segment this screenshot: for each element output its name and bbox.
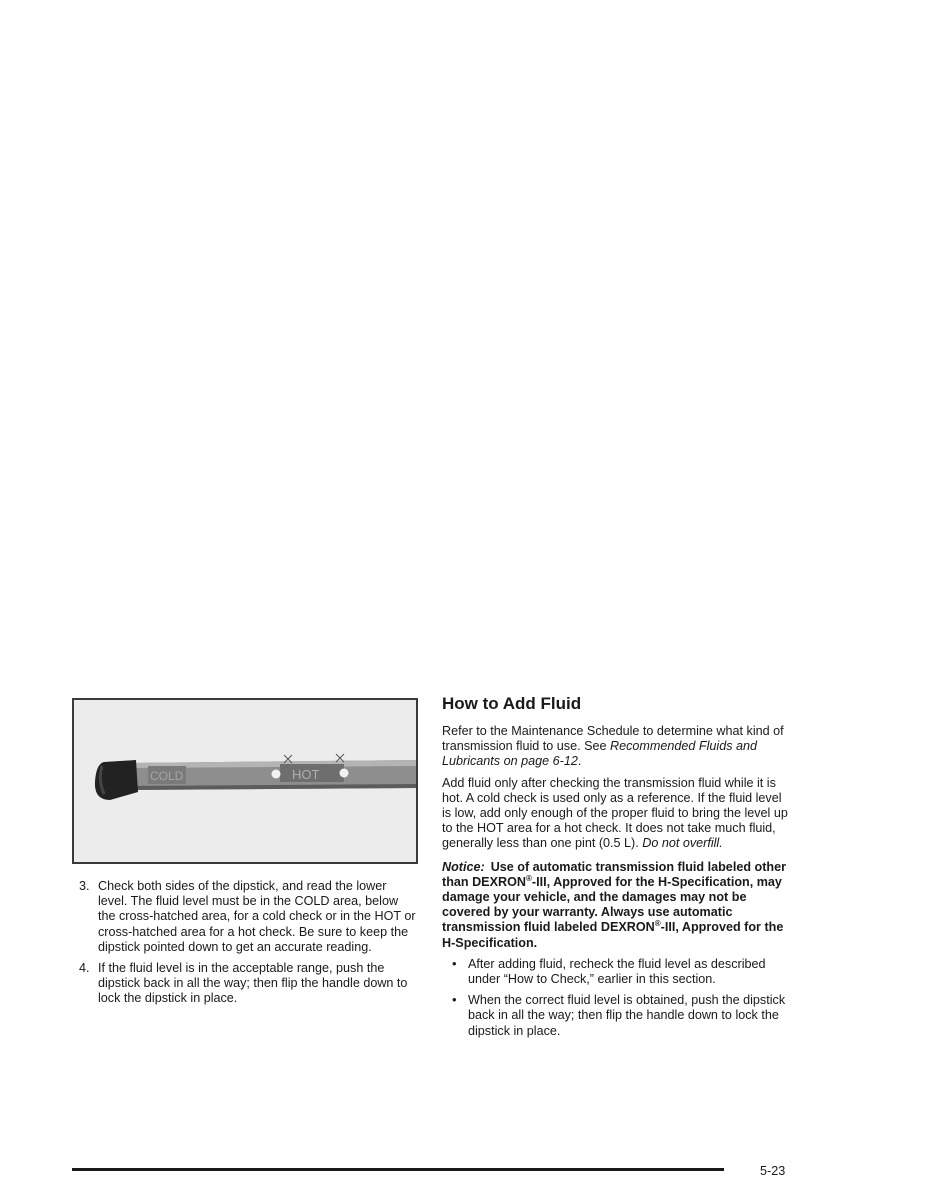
- overfill-warning: Do not overfill.: [642, 836, 723, 851]
- step-number: 4.: [79, 961, 90, 976]
- bullet-text: When the correct fluid level is obtained, push the dipstick back in all the way; then flip the handle down to lock the dipstick in place.: [468, 993, 786, 1038]
- bullet-icon: •: [452, 955, 457, 971]
- notice-block: [442, 860, 792, 951]
- period: .: [577, 754, 582, 769]
- paragraph-add-fluid: [442, 776, 792, 852]
- cold-label: COLD: [150, 769, 184, 783]
- notice-text: -III, Approved for the H-Specification, may damage your vehicle, and the damages may not be covered by your warranty. Always use automatic transmission fluid labeled DEXRON: [442, 874, 782, 935]
- page-reference: Recommended Fluids and Lubricants on page 6-12: [442, 739, 758, 769]
- list-item: [442, 993, 792, 1039]
- notice-text: -III, Approved for the H-Specification.: [442, 920, 784, 950]
- notice-text: Use of automatic transmission fluid labeled other than DEXRON: [442, 859, 786, 889]
- hot-label: HOT: [292, 767, 320, 782]
- list-item: [442, 957, 792, 987]
- registered-mark: ®: [654, 919, 661, 929]
- registered-mark: ®: [525, 873, 532, 883]
- list-item: [72, 961, 418, 1007]
- paragraph-fluid-type: [442, 724, 792, 770]
- steps-list: [72, 879, 418, 1007]
- section-heading: How to Add Fluid: [442, 694, 582, 713]
- bullet-text: After adding fluid, recheck the fluid level as described under “How to Check,” earlier in this section.: [468, 956, 766, 987]
- dipstick-photo: [72, 698, 418, 864]
- bullet-icon: •: [452, 992, 457, 1008]
- bullet-list: [442, 957, 792, 1039]
- left-column: [72, 698, 418, 1013]
- footer-rule: [72, 1168, 724, 1171]
- page-number: 5-23: [760, 1164, 786, 1178]
- paragraph-text: Refer to the Maintenance Schedule to determine what kind of transmission fluid to use. See: [442, 724, 784, 754]
- right-column: [442, 694, 792, 1045]
- step-text: Check both sides of the dipstick, and read the lower level. The fluid level must be in the COLD area, below the cross-hatched area, for a cold check or in the HOT or cross-hatched area for a hot check. Be sure to keep the dipstick pointed down to get an accurate reading.: [98, 879, 416, 954]
- paragraph-text: Add fluid only after checking the transmission fluid while it is hot. A cold check is used only as a reference. If the fluid level is low, add only enough of the proper fluid to bring the level up to the HOT area for a hot check. It does not take much fluid, generally less than one pint (0.5 L).: [442, 775, 788, 851]
- notice-label: Notice:: [442, 859, 485, 874]
- list-item: [72, 879, 418, 955]
- dipstick-illustration: [74, 700, 416, 862]
- step-number: 3.: [79, 879, 90, 893]
- step-text: If the fluid level is in the acceptable range, push the dipstick back in all the way; then flip the handle down to lock the dipstick in place.: [98, 961, 408, 1006]
